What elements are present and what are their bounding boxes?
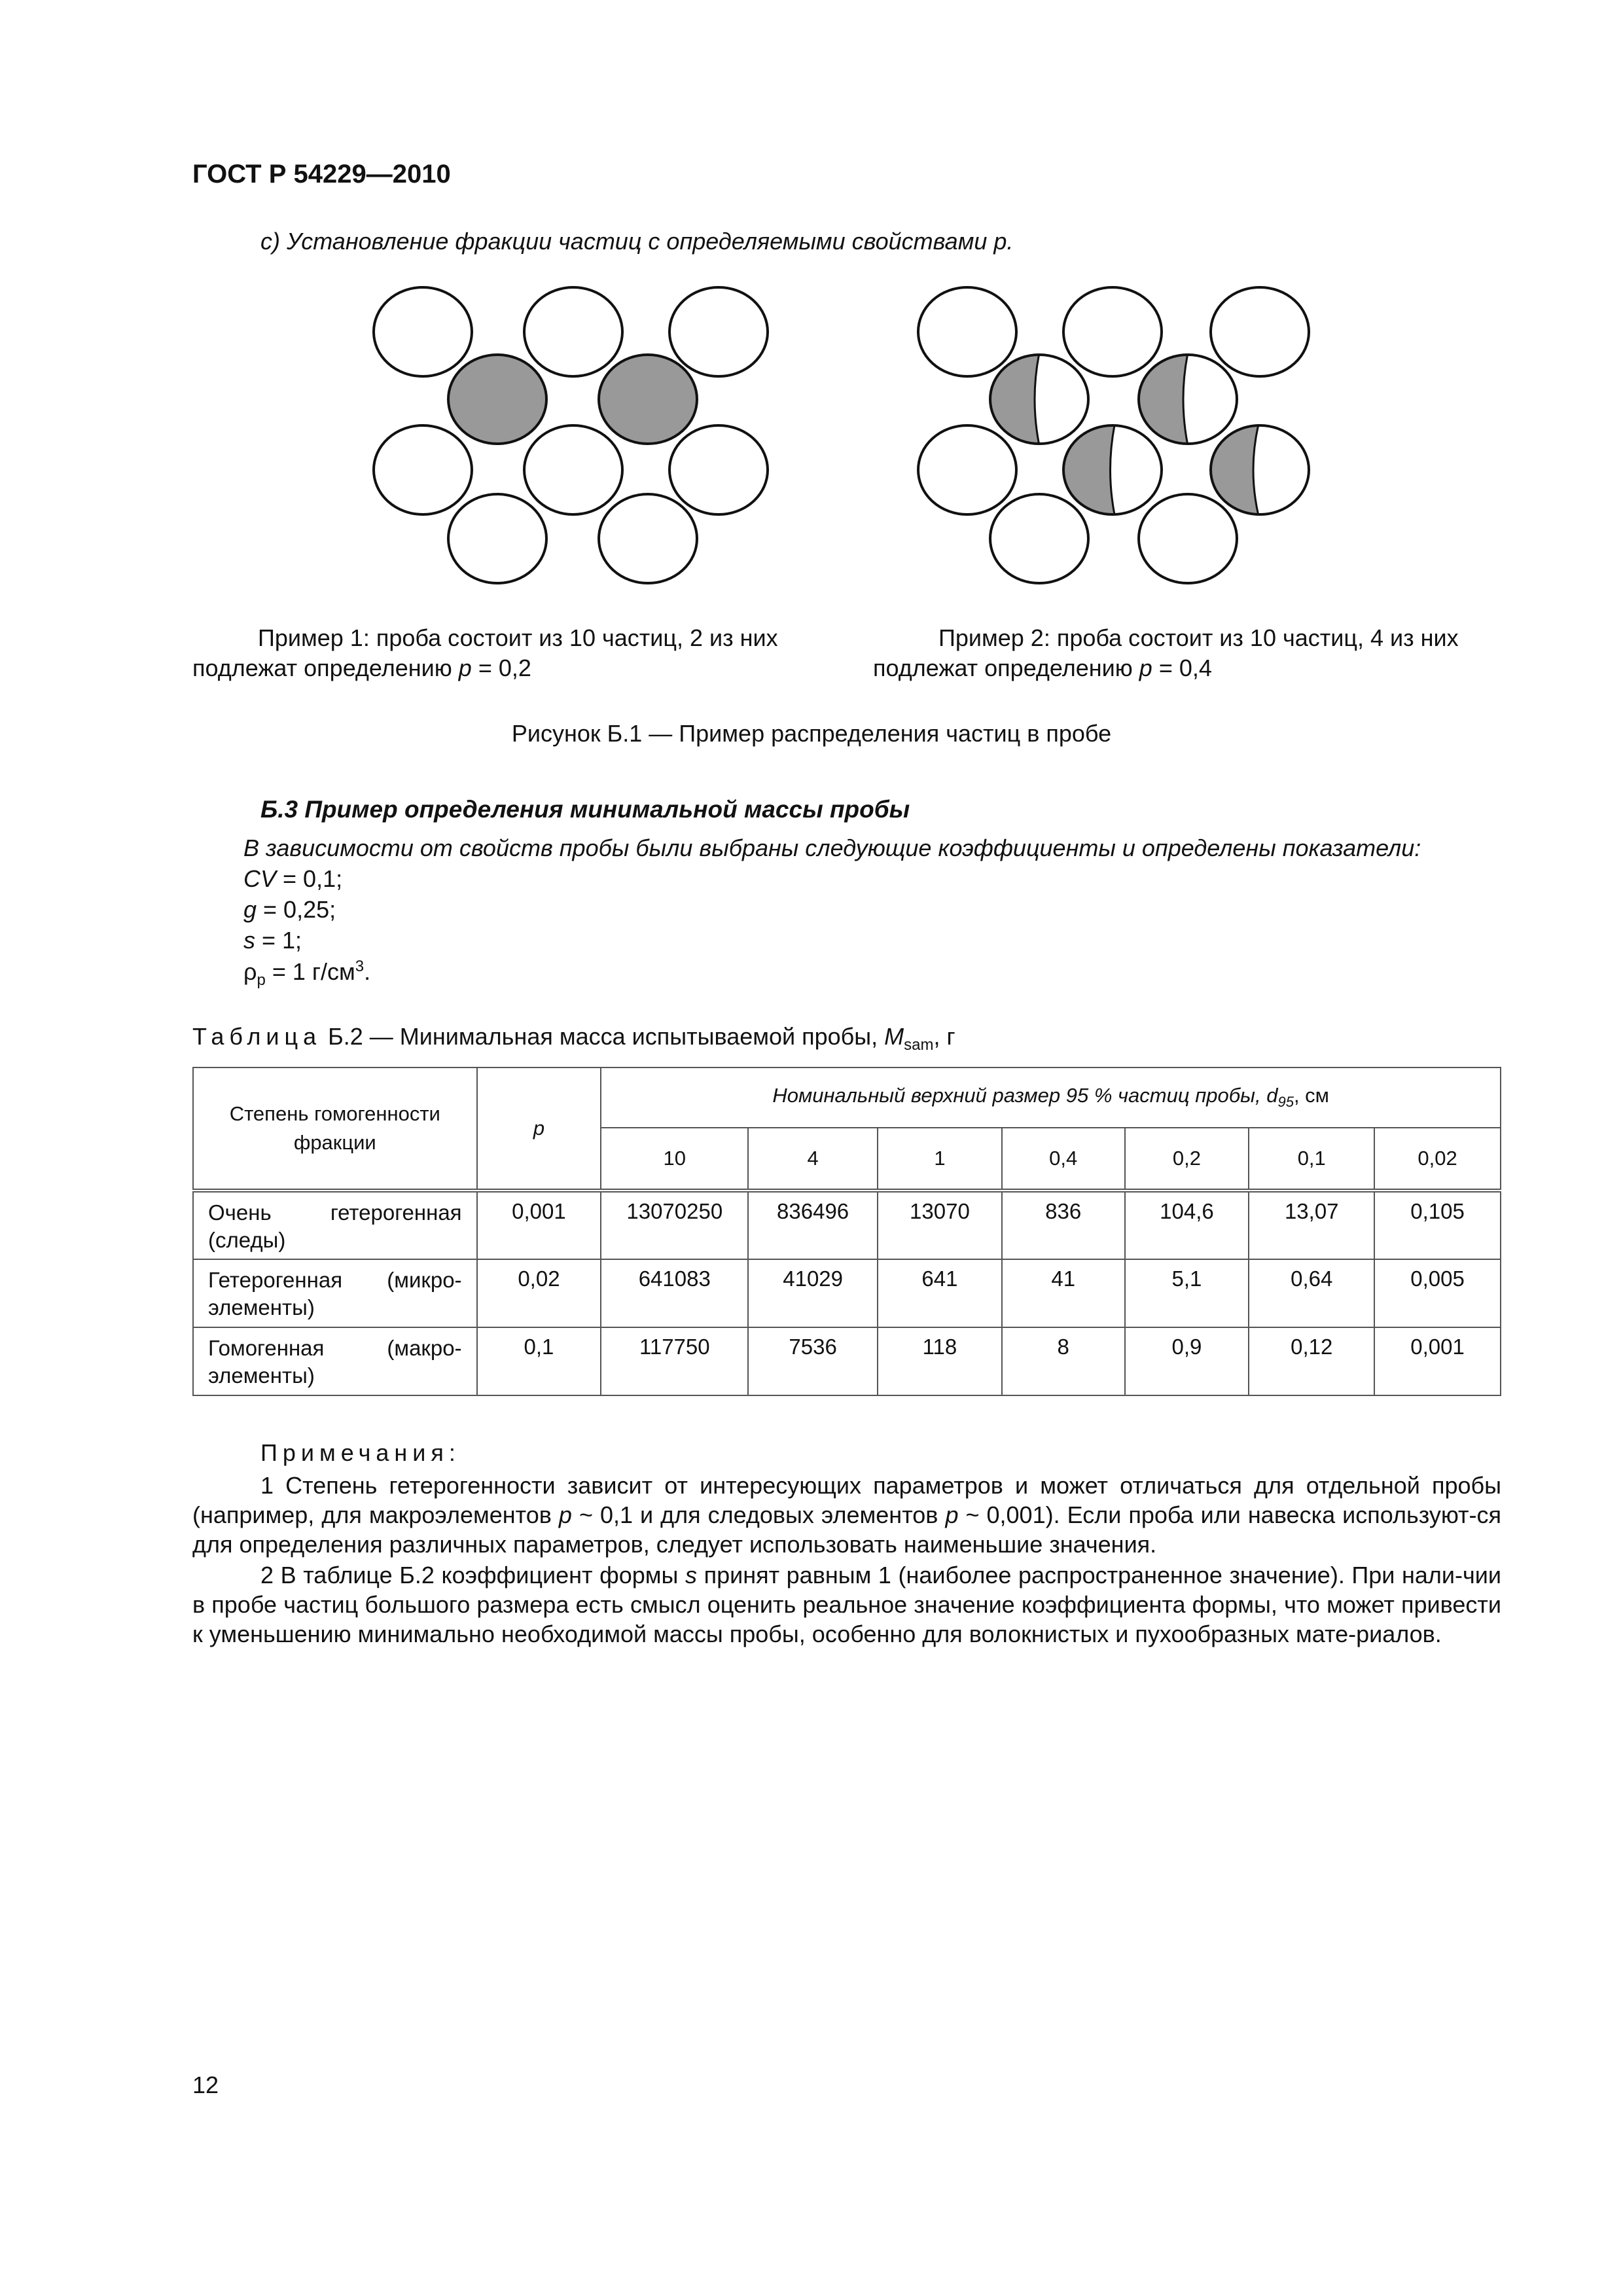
note-1: 1 Степень гетерогенности зависит от интересующих параметров и может отличаться для отдельной пробы (например, для макроэлементов p ~ 0,1 и для следовых элементов p ~ 0,001). Если проба или навеска используют-ся для определения различных параметров, следует использовать наименьшие значения. — [192, 1472, 1502, 1558]
size-cell: 0,2 — [1125, 1128, 1249, 1191]
table-header-row — [193, 1067, 1501, 1128]
particle — [524, 425, 622, 514]
notes-title: Примечания: — [260, 1439, 461, 1466]
table-row — [193, 1191, 1501, 1259]
size-cell: 1 — [878, 1128, 1002, 1191]
cell: 0,001 — [1374, 1327, 1501, 1395]
row-label: Гомогенная (макро-элементы) — [193, 1327, 477, 1395]
table-row — [193, 1327, 1501, 1395]
particle-distribution-figure — [0, 0, 1623, 628]
cell: 836496 — [748, 1191, 878, 1259]
cell: 104,6 — [1125, 1191, 1249, 1259]
row-p: 0,1 — [477, 1327, 601, 1395]
cell: 41029 — [748, 1259, 878, 1327]
size-cell: 10 — [601, 1128, 748, 1191]
particle — [1063, 287, 1162, 376]
size-cell: 4 — [748, 1128, 878, 1191]
cell: 0,64 — [1249, 1259, 1374, 1327]
size-cell: 0,4 — [1002, 1128, 1125, 1191]
particle — [669, 425, 768, 514]
row-label: Гетерогенная (микро-элементы) — [193, 1259, 477, 1327]
cell: 0,12 — [1249, 1327, 1374, 1395]
cell: 0,9 — [1125, 1327, 1249, 1395]
table-row — [193, 1259, 1501, 1327]
header-fraction: Степень гомогенности фракции — [193, 1067, 477, 1191]
page-number: 12 — [192, 2072, 219, 2098]
particle-target — [448, 355, 546, 444]
example-2-caption: Пример 2: проба состоит из 10 частиц, 4 из них подлежат определению p = 0,4 — [873, 624, 1459, 681]
particle — [524, 287, 622, 376]
note-2: 2 В таблице Б.2 коэффициент формы s принят равным 1 (наиболее распространенное значение). При нали-чии в пробе частиц большого размера есть смысл оценить реальное значение коэффициента формы, что может привести к уменьшению минимально необходимой массы пробы, особенно для волокнистых и пухообразных мате-риалов. — [192, 1562, 1501, 1647]
row-label: Очень гетерогенная (следы) — [193, 1191, 477, 1259]
example-1-particles — [374, 287, 768, 583]
cell: 117750 — [601, 1327, 748, 1395]
particle — [599, 494, 697, 583]
particle — [374, 425, 472, 514]
particle — [990, 494, 1088, 583]
header-p: p — [477, 1067, 601, 1191]
cell: 0,105 — [1374, 1191, 1501, 1259]
cell: 5,1 — [1125, 1259, 1249, 1327]
param-s: s = 1; — [243, 927, 302, 954]
cell: 836 — [1002, 1191, 1125, 1259]
param-rho: $\rho_p = 1$ $г/см^3$. — [243, 958, 371, 990]
param-cv: CV = 0,1; — [243, 865, 343, 892]
particle-target — [599, 355, 697, 444]
particle — [374, 287, 472, 376]
cell: 8 — [1002, 1327, 1125, 1395]
size-cell: 0,1 — [1249, 1128, 1374, 1191]
particle — [918, 425, 1016, 514]
cell: 641083 — [601, 1259, 748, 1327]
particle — [1139, 494, 1237, 583]
cell: 13070250 — [601, 1191, 748, 1259]
cell: 7536 — [748, 1327, 878, 1395]
particle — [1211, 287, 1309, 376]
cell: 13,07 — [1249, 1191, 1374, 1259]
size-cell: 0,02 — [1374, 1128, 1501, 1191]
cell: 118 — [878, 1327, 1002, 1395]
figure-subcaption: c) Установление фракции частиц с определяемыми свойствами p. — [260, 228, 1014, 255]
cell: 13070 — [878, 1191, 1002, 1259]
example-2-particles — [918, 287, 1309, 583]
cell: 41 — [1002, 1259, 1125, 1327]
particle — [448, 494, 546, 583]
section-heading: Б.3 Пример определения минимальной массы пробы — [260, 796, 910, 823]
example-1-caption: Пример 1: проба состоит из 10 частиц, 2 из них подлежат определению p = 0,2 — [192, 624, 778, 681]
header-size-span: Номинальный верхний размер 95 % частиц пробы, $d_{95}$, см — [601, 1067, 1501, 1128]
cell: 0,005 — [1374, 1259, 1501, 1327]
row-p: 0,001 — [477, 1191, 601, 1259]
row-p: 0,02 — [477, 1259, 601, 1327]
figure-caption: Рисунок Б.1 — Пример распределения частиц в пробе — [511, 720, 1112, 747]
param-g: g = 0,25; — [243, 896, 336, 923]
particle — [918, 287, 1016, 376]
table-title: Таблица Б.2 — Минимальная масса испытываемой пробы, $M_{sam}$, г — [192, 1023, 955, 1054]
section-intro: В зависимости от свойств пробы были выбраны следующие коэффициенты и определены показатели: — [243, 834, 1421, 861]
min-mass-table — [192, 1067, 1501, 1396]
particle — [669, 287, 768, 376]
cell: 641 — [878, 1259, 1002, 1327]
document-id: ГОСТ Р 54229—2010 — [192, 160, 451, 188]
